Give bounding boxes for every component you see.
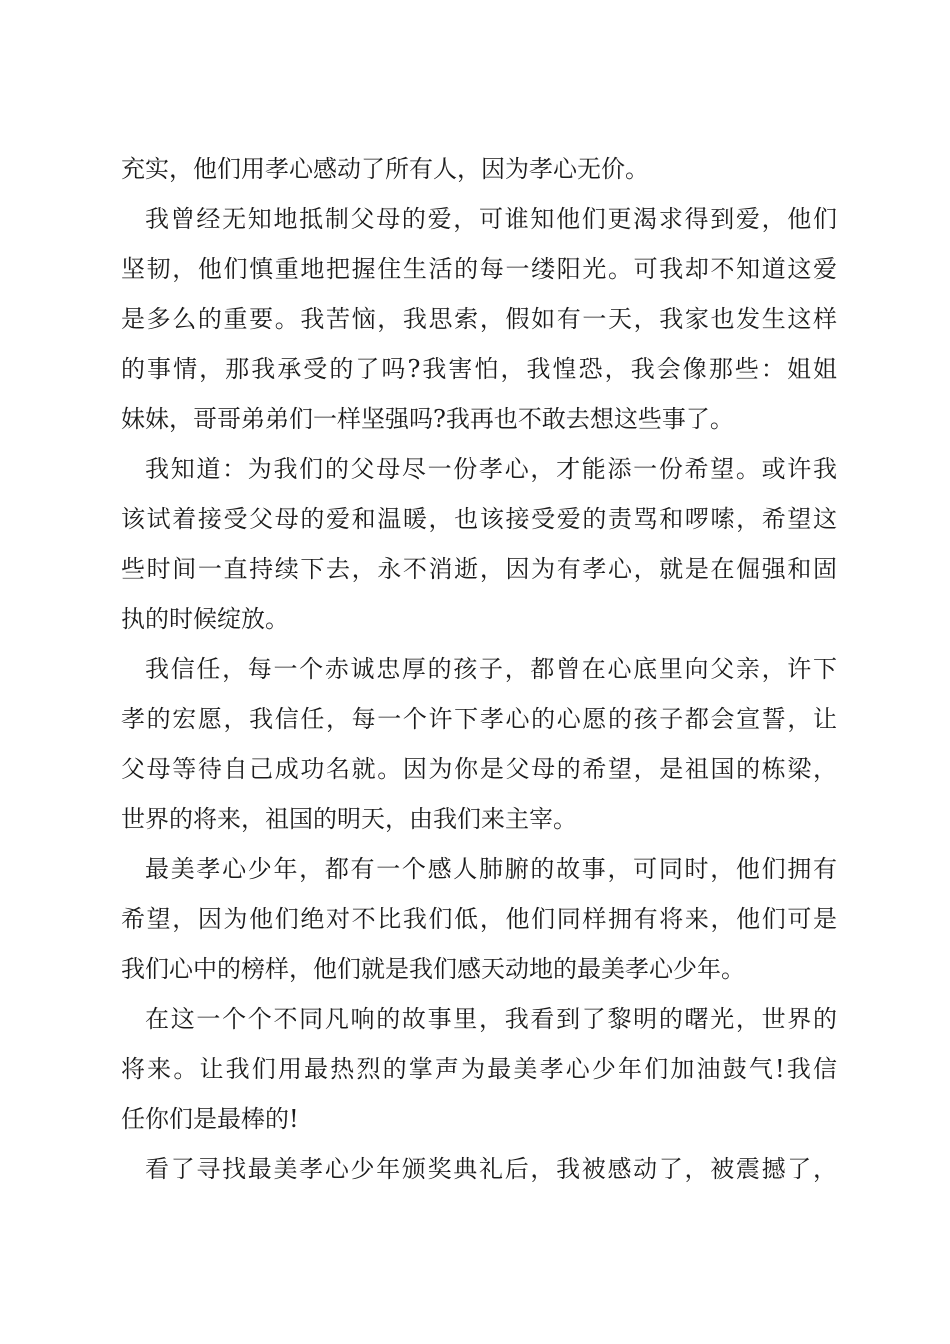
- body-text: [121, 144, 837, 1194]
- text-line: 我们心中的榜样，他们就是我们感天动地的最美孝心少年。: [121, 955, 745, 983]
- text-line: 我曾经无知地抵制父母的爱，可谁知他们更渴求得到爱，他们: [145, 205, 837, 233]
- text-line: 世界的将来，祖国的明天，由我们来主宰。: [121, 805, 577, 833]
- text-line: 最美孝心少年，都有一个感人肺腑的故事，可同时，他们拥有: [145, 855, 837, 883]
- text-line: 执的时候绽放。: [121, 605, 289, 633]
- text-line: 妹妹，哥哥弟弟们一样坚强吗?我再也不敢去想这些事了。: [121, 405, 734, 433]
- text-line: 是多么的重要。我苦恼，我思索，假如有一天，我家也发生这样: [121, 305, 837, 333]
- text-line: 希望，因为他们绝对不比我们低，他们同样拥有将来，他们可是: [121, 905, 837, 933]
- text-line: 充实，他们用孝心感动了所有人，因为孝心无价。: [121, 155, 649, 183]
- text-line: 的事情，那我承受的了吗?我害怕，我惶恐，我会像那些：姐姐: [121, 355, 837, 383]
- text-line: 我知道：为我们的父母尽一份孝心，才能添一份希望。或许我: [145, 455, 837, 483]
- text-line: 孝的宏愿，我信任，每一个许下孝心的心愿的孩子都会宣誓，让: [121, 705, 837, 733]
- text-line: 我信任，每一个赤诚忠厚的孩子，都曾在心底里向父亲，许下: [145, 655, 837, 683]
- text-line: 将来。让我们用最热烈的掌声为最美孝心少年们加油鼓气!我信: [121, 1055, 837, 1083]
- text-line: 坚韧，他们慎重地把握住生活的每一缕阳光。可我却不知道这爱: [121, 255, 837, 283]
- text-line: 些时间一直持续下去，永不消逝，因为有孝心，就是在倔强和固: [121, 555, 837, 583]
- text-line: 在这一个个不同凡响的故事里，我看到了黎明的曙光，世界的: [145, 1005, 837, 1033]
- text-line: 父母等待自己成功名就。因为你是父母的希望，是祖国的栋梁，: [121, 755, 837, 783]
- text-line: 该试着接受父母的爱和温暖，也该接受爱的责骂和啰嗦，希望这: [121, 505, 837, 533]
- text-line: 看了寻找最美孝心少年颁奖典礼后，我被感动了，被震撼了，: [145, 1155, 837, 1183]
- text-line: 任你们是最棒的!: [121, 1105, 299, 1133]
